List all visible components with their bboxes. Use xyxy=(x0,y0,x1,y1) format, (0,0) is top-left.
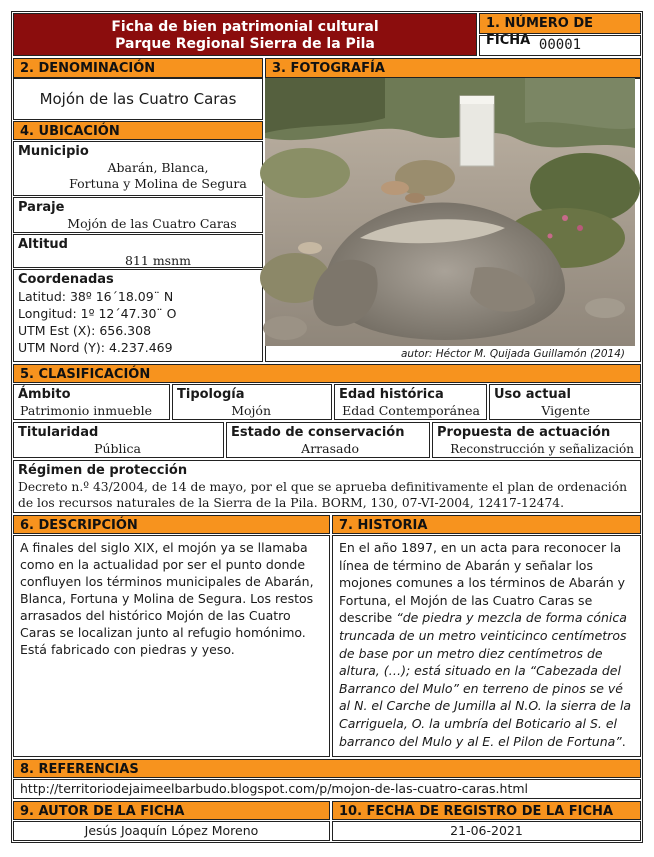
autor-header: 9. AUTOR DE LA FICHA xyxy=(13,801,330,820)
uso-value: Vigente xyxy=(541,403,590,418)
altitud-label: Altitud xyxy=(18,237,68,252)
edad-value: Edad Contemporánea xyxy=(342,403,480,418)
municipio-line-1: Abarán, Blanca, xyxy=(107,160,209,175)
coordenadas-label: Coordenadas xyxy=(18,272,114,287)
titularidad-label: Titularidad xyxy=(18,425,99,440)
estado-block xyxy=(226,422,430,458)
historia-text xyxy=(332,535,641,757)
regimen-label: Régimen de protección xyxy=(18,463,188,478)
historia-end: . xyxy=(621,733,626,749)
title-line-2: Parque Regional Sierra de la Pila xyxy=(115,36,375,52)
utm-nord-value: UTM Nord (Y): 4.237.469 xyxy=(18,340,173,355)
regimen-block xyxy=(13,460,641,513)
propuesta-value: Reconstrucción y señalización xyxy=(450,442,634,456)
regimen-line-1: Decreto n.º 43/2004, de 14 de mayo, por el que se aprueba definitivamente el plan de ordenación xyxy=(18,480,628,494)
fotografia-header: 3. FOTOGRAFÍA xyxy=(265,58,641,78)
landscape-image xyxy=(265,78,635,346)
paraje-label: Paraje xyxy=(18,200,65,215)
municipio-block xyxy=(13,141,263,196)
historia-header: 7. HISTORIA xyxy=(332,515,641,534)
titularidad-block xyxy=(13,422,224,458)
paraje-block xyxy=(13,197,263,233)
tipologia-value: Mojón xyxy=(231,403,271,418)
latitud-value: Latitud: 38º 16´18.09¨ N xyxy=(18,289,174,304)
altitud-block xyxy=(13,234,263,268)
municipio-label: Municipio xyxy=(18,144,89,159)
tipologia-block xyxy=(172,384,332,420)
municipio-line-2: Fortuna y Molina de Segura xyxy=(69,176,247,191)
altitud-value: 811 msnm xyxy=(124,253,191,268)
ambito-label: Ámbito xyxy=(18,387,71,402)
coordenadas-block xyxy=(13,269,263,362)
page-title xyxy=(13,13,477,56)
fecha-header: 10. FECHA DE REGISTRO DE LA FICHA xyxy=(332,801,641,820)
ubicacion-header: 4. UBICACIÓN xyxy=(13,121,263,140)
ambito-value: Patrimonio inmueble xyxy=(20,403,152,418)
descripcion-text: A finales del siglo XIX, el mojón ya se llamaba como en la actualidad por ser el punto donde confluyen los términos municipales de Abarán, Blanca, Fortuna y Molina de Segura. Los restos arrasados del histórico Mojón de las Cuatro Caras se localizan junto al refugio homónimo. Está fabricado con piedras y yeso. xyxy=(13,535,330,757)
uso-label: Uso actual xyxy=(494,387,571,402)
autor-value: Jesús Joaquín López Moreno xyxy=(13,821,330,841)
tipologia-label: Tipología xyxy=(177,387,245,402)
fecha-value: 21-06-2021 xyxy=(332,821,641,841)
photo-caption: autor: Héctor M. Quijada Guillamón (2014) xyxy=(400,348,625,360)
numero-ficha-value: 00001 xyxy=(479,35,641,56)
descripcion-header: 6. DESCRIPCIÓN xyxy=(13,515,330,534)
title-line-1: Ficha de bien patrimonial cultural xyxy=(111,19,379,35)
denominacion-value: Mojón de las Cuatro Caras xyxy=(13,78,263,120)
historia-intro: En el año 1897, en un acta para reconocer la línea de término de Abarán y señalar los mojones comunes a los términos de Abarán y Fortuna, el Mojón de las Cuatro Caras se describe xyxy=(339,540,626,626)
propuesta-label: Propuesta de actuación xyxy=(437,425,611,440)
ambito-block xyxy=(13,384,170,420)
edad-block xyxy=(334,384,487,420)
clasificacion-header: 5. CLASIFICACIÓN xyxy=(13,364,641,383)
historia-quote: “de piedra y mezcla de forma cónica truncada de un metro veinticinco centímetros de base por un metro diez centímetros de altura, (…); está situado en la “Cabezada del Barranco del Mulo” en terreno de pinos se vé al N. el Carche de Jumilla al N.O. la sierra de la Carriguela, O. la umbría del Boticario al S. el barranco del Mulo y al E. el Pilon de Fortuna” xyxy=(339,610,632,749)
utm-est-value: UTM Est (X): 656.308 xyxy=(18,323,152,338)
propuesta-block xyxy=(432,422,641,458)
numero-ficha-header: 1. NÚMERO DE FICHA xyxy=(479,13,641,34)
estado-label: Estado de conservación xyxy=(231,425,405,440)
referencias-header: 8. REFERENCIAS xyxy=(13,759,641,778)
denominacion-header: 2. DENOMINACIÓN xyxy=(13,58,263,78)
estado-value: Arrasado xyxy=(301,441,359,456)
paraje-value: Mojón de las Cuatro Caras xyxy=(67,216,237,231)
longitud-value: Longitud: 1º 12´47.30¨ O xyxy=(18,306,177,321)
uso-block xyxy=(489,384,641,420)
titularidad-value: Pública xyxy=(94,441,141,456)
mojon-photo xyxy=(265,78,635,346)
edad-label: Edad histórica xyxy=(339,387,444,402)
referencias-link[interactable]: http://territoriodejaimeelbarbudo.blogspot.com/p/mojon-de-las-cuatro-caras.html xyxy=(13,779,641,799)
regimen-line-2: de los recursos naturales de la Sierra de la Pila. BORM, 130, 07-VI-2004, 12417-12474. xyxy=(18,496,565,510)
